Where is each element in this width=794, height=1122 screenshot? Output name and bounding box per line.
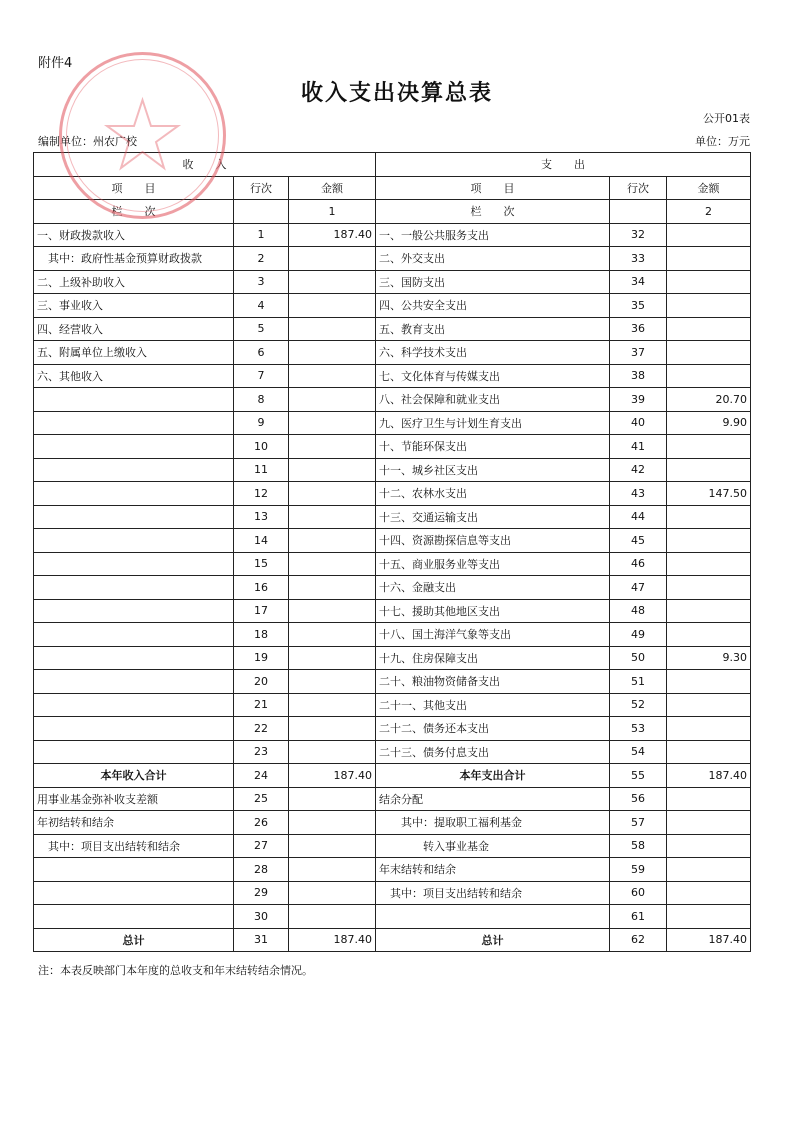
expense-line-cell: 60 [610, 881, 667, 905]
income-line-cell: 3 [234, 270, 289, 294]
income-item-cell: 一、财政拨款收入 [34, 223, 234, 247]
table-row [34, 670, 751, 694]
expense-line-cell: 47 [610, 576, 667, 600]
expense-column-number: 2 [667, 200, 751, 224]
expense-item-cell: 转入事业基金 [376, 834, 610, 858]
income-line-cell: 30 [234, 905, 289, 929]
expense-line-cell: 62 [610, 928, 667, 952]
expense-amount-cell [667, 693, 751, 717]
expense-line-cell: 43 [610, 482, 667, 506]
income-item-cell [34, 552, 234, 576]
income-amount-cell [289, 576, 376, 600]
income-line-cell: 4 [234, 294, 289, 318]
income-item-cell [34, 670, 234, 694]
expense-item-cell: 五、教育支出 [376, 317, 610, 341]
expense-item-cell: 十二、农林水支出 [376, 482, 610, 506]
income-amount-cell [289, 270, 376, 294]
income-amount-cell [289, 834, 376, 858]
expense-item-cell: 十九、住房保障支出 [376, 646, 610, 670]
table-row [34, 552, 751, 576]
income-item-cell [34, 505, 234, 529]
income-line-cell: 26 [234, 811, 289, 835]
section-header-row [34, 153, 751, 177]
table-row [34, 458, 751, 482]
income-amount-cell [289, 599, 376, 623]
expense-section-header: 支 出 [376, 153, 751, 177]
income-amount-cell [289, 787, 376, 811]
income-line-cell: 28 [234, 858, 289, 882]
table-row [34, 740, 751, 764]
empty-cell [610, 200, 667, 224]
expense-item-cell: 一、一般公共服务支出 [376, 223, 610, 247]
expense-line-cell: 54 [610, 740, 667, 764]
income-item-cell [34, 388, 234, 412]
expense-amount-cell [667, 717, 751, 741]
expense-line-cell: 58 [610, 834, 667, 858]
income-amount-cell: 187.40 [289, 764, 376, 788]
expense-amount-cell [667, 223, 751, 247]
income-amount-cell [289, 317, 376, 341]
income-amount-cell [289, 670, 376, 694]
expense-item-cell: 四、公共安全支出 [376, 294, 610, 318]
income-amount-cell [289, 646, 376, 670]
total-row [34, 928, 751, 952]
table-row [34, 576, 751, 600]
table-row [34, 693, 751, 717]
income-amount-cell [289, 811, 376, 835]
income-line-cell: 2 [234, 247, 289, 271]
income-item-cell [34, 576, 234, 600]
income-amount-cell [289, 552, 376, 576]
income-line-cell: 27 [234, 834, 289, 858]
income-amount-cell [289, 411, 376, 435]
expense-line-cell: 42 [610, 458, 667, 482]
income-line-cell: 16 [234, 576, 289, 600]
expense-item-cell: 十五、商业服务业等支出 [376, 552, 610, 576]
form-code: 公开01表 [703, 112, 750, 125]
column-number-row [34, 200, 751, 224]
income-line-cell: 5 [234, 317, 289, 341]
expense-amount-cell [667, 576, 751, 600]
income-amount-cell [289, 435, 376, 459]
expense-amount-cell [667, 341, 751, 365]
table-row [34, 834, 751, 858]
income-item-cell [34, 905, 234, 929]
income-item-cell [34, 646, 234, 670]
expense-item-cell: 二十、粮油物资储备支出 [376, 670, 610, 694]
income-line-cell: 15 [234, 552, 289, 576]
table-row [34, 247, 751, 271]
income-item-cell: 三、事业收入 [34, 294, 234, 318]
expense-amount-cell [667, 294, 751, 318]
expense-amount-header: 金额 [667, 176, 751, 200]
income-item-cell: 六、其他收入 [34, 364, 234, 388]
income-line-cell: 20 [234, 670, 289, 694]
expense-item-cell: 二十二、债务还本支出 [376, 717, 610, 741]
expense-line-cell: 36 [610, 317, 667, 341]
expense-line-cell: 44 [610, 505, 667, 529]
expense-item-cell: 二十三、债务付息支出 [376, 740, 610, 764]
expense-item-cell: 十三、交通运输支出 [376, 505, 610, 529]
income-item-cell [34, 740, 234, 764]
income-amount-header: 金额 [289, 176, 376, 200]
income-line-cell: 21 [234, 693, 289, 717]
expense-amount-cell [667, 905, 751, 929]
expense-line-cell: 61 [610, 905, 667, 929]
income-item-cell: 用事业基金弥补收支差额 [34, 787, 234, 811]
table-row [34, 270, 751, 294]
income-amount-cell [289, 623, 376, 647]
expense-line-cell: 40 [610, 411, 667, 435]
income-item-cell: 其中：项目支出结转和结余 [34, 834, 234, 858]
income-amount-cell: 187.40 [289, 928, 376, 952]
income-item-cell [34, 411, 234, 435]
income-column-number: 1 [289, 200, 376, 224]
expense-item-cell: 六、科学技术支出 [376, 341, 610, 365]
page-title: 收入支出决算总表 [300, 81, 493, 106]
column-header-row [34, 176, 751, 200]
expense-line-header: 行次 [610, 176, 667, 200]
income-line-cell: 12 [234, 482, 289, 506]
income-item-cell: 总计 [34, 928, 234, 952]
expense-line-cell: 48 [610, 599, 667, 623]
table-row [34, 858, 751, 882]
table-row [34, 482, 751, 506]
income-amount-cell [289, 905, 376, 929]
expense-item-header: 项 目 [376, 176, 610, 200]
table-row [34, 505, 751, 529]
expense-amount-cell [667, 740, 751, 764]
income-line-cell: 13 [234, 505, 289, 529]
income-line-cell: 9 [234, 411, 289, 435]
income-line-header: 行次 [234, 176, 289, 200]
expense-line-cell: 34 [610, 270, 667, 294]
income-item-cell: 四、经营收入 [34, 317, 234, 341]
income-item-cell: 其中：政府性基金预算财政拨款 [34, 247, 234, 271]
expense-line-cell: 52 [610, 693, 667, 717]
income-item-cell [34, 623, 234, 647]
income-amount-cell: 187.40 [289, 223, 376, 247]
income-line-cell: 23 [234, 740, 289, 764]
table-row [34, 623, 751, 647]
expense-amount-cell [667, 435, 751, 459]
income-amount-cell [289, 858, 376, 882]
income-item-cell [34, 599, 234, 623]
income-line-cell: 11 [234, 458, 289, 482]
income-amount-cell [289, 364, 376, 388]
income-amount-cell [289, 717, 376, 741]
income-line-cell: 17 [234, 599, 289, 623]
income-item-cell [34, 458, 234, 482]
income-item-cell [34, 881, 234, 905]
expense-item-cell [376, 905, 610, 929]
income-line-cell: 25 [234, 787, 289, 811]
income-item-cell: 年初结转和结余 [34, 811, 234, 835]
expense-item-cell: 年末结转和结余 [376, 858, 610, 882]
table-row [34, 599, 751, 623]
expense-item-cell: 十六、金融支出 [376, 576, 610, 600]
expense-line-cell: 33 [610, 247, 667, 271]
expense-line-cell: 49 [610, 623, 667, 647]
expense-line-cell: 38 [610, 364, 667, 388]
income-amount-cell [289, 505, 376, 529]
expense-line-cell: 41 [610, 435, 667, 459]
expense-amount-cell [667, 505, 751, 529]
expense-amount-cell [667, 670, 751, 694]
income-amount-cell [289, 341, 376, 365]
table-row [34, 388, 751, 412]
expense-amount-cell [667, 270, 751, 294]
table-row [34, 411, 751, 435]
income-amount-cell [289, 247, 376, 271]
income-item-cell: 二、上级补助收入 [34, 270, 234, 294]
income-line-cell: 24 [234, 764, 289, 788]
income-item-cell [34, 693, 234, 717]
expense-amount-cell: 147.50 [667, 482, 751, 506]
table-row [34, 881, 751, 905]
table-row [34, 811, 751, 835]
income-item-cell [34, 858, 234, 882]
table-row [34, 646, 751, 670]
expense-amount-cell: 187.40 [667, 928, 751, 952]
expense-amount-cell [667, 458, 751, 482]
income-line-cell: 10 [234, 435, 289, 459]
income-expense-table [33, 152, 751, 952]
table-row [34, 435, 751, 459]
expense-item-cell: 本年支出合计 [376, 764, 610, 788]
expense-item-cell: 其中：项目支出结转和结余 [376, 881, 610, 905]
expense-amount-cell [667, 317, 751, 341]
income-item-header: 项 目 [34, 176, 234, 200]
expense-amount-cell [667, 364, 751, 388]
attachment-label: 附件4 [38, 56, 73, 71]
expense-item-cell: 十四、资源勘探信息等支出 [376, 529, 610, 553]
income-item-cell: 本年收入合计 [34, 764, 234, 788]
expense-amount-cell: 9.30 [667, 646, 751, 670]
expense-item-cell: 十、节能环保支出 [376, 435, 610, 459]
table-row [34, 717, 751, 741]
unit-label: 单位：万元 [695, 135, 750, 148]
expense-item-cell: 其中：提取职工福利基金 [376, 811, 610, 835]
expense-item-cell: 结余分配 [376, 787, 610, 811]
expense-line-cell: 51 [610, 670, 667, 694]
income-line-cell: 31 [234, 928, 289, 952]
income-item-cell [34, 717, 234, 741]
income-line-cell: 6 [234, 341, 289, 365]
expense-item-cell: 二、外交支出 [376, 247, 610, 271]
expense-line-cell: 37 [610, 341, 667, 365]
expense-line-cell: 46 [610, 552, 667, 576]
income-amount-cell [289, 294, 376, 318]
income-item-cell [34, 529, 234, 553]
expense-item-cell: 九、医疗卫生与计划生育支出 [376, 411, 610, 435]
table-row [34, 529, 751, 553]
income-amount-cell [289, 388, 376, 412]
expense-amount-cell [667, 529, 751, 553]
expense-amount-cell: 20.70 [667, 388, 751, 412]
table-row [34, 787, 751, 811]
table-row [34, 223, 751, 247]
income-line-cell: 18 [234, 623, 289, 647]
table-row [34, 294, 751, 318]
expense-line-cell: 55 [610, 764, 667, 788]
expense-amount-cell [667, 787, 751, 811]
expense-item-cell: 十一、城乡社区支出 [376, 458, 610, 482]
income-amount-cell [289, 693, 376, 717]
expense-item-cell: 八、社会保障和就业支出 [376, 388, 610, 412]
income-line-cell: 29 [234, 881, 289, 905]
table-row [34, 317, 751, 341]
expense-amount-cell [667, 623, 751, 647]
expense-column-label: 栏 次 [376, 200, 610, 224]
expense-line-cell: 56 [610, 787, 667, 811]
income-section-header: 收 入 [34, 153, 376, 177]
expense-amount-cell [667, 881, 751, 905]
subtotal-row [34, 764, 751, 788]
expense-item-cell: 七、文化体育与传媒支出 [376, 364, 610, 388]
expense-amount-cell [667, 552, 751, 576]
expense-amount-cell: 9.90 [667, 411, 751, 435]
table-row [34, 364, 751, 388]
table-row [34, 341, 751, 365]
expense-amount-cell [667, 599, 751, 623]
expense-line-cell: 45 [610, 529, 667, 553]
expense-item-cell: 二十一、其他支出 [376, 693, 610, 717]
organization-label: 编制单位：州农广校 [38, 135, 137, 148]
expense-line-cell: 57 [610, 811, 667, 835]
expense-amount-cell [667, 834, 751, 858]
expense-item-cell: 三、国防支出 [376, 270, 610, 294]
income-line-cell: 19 [234, 646, 289, 670]
footnote: 注：本表反映部门本年度的总收支和年末结转结余情况。 [38, 964, 313, 977]
expense-amount-cell [667, 247, 751, 271]
income-line-cell: 7 [234, 364, 289, 388]
expense-line-cell: 39 [610, 388, 667, 412]
table-row [34, 905, 751, 929]
income-item-cell [34, 435, 234, 459]
expense-item-cell: 总计 [376, 928, 610, 952]
expense-line-cell: 32 [610, 223, 667, 247]
expense-line-cell: 50 [610, 646, 667, 670]
income-column-label: 栏 次 [34, 200, 234, 224]
expense-amount-cell [667, 811, 751, 835]
income-line-cell: 1 [234, 223, 289, 247]
income-item-cell [34, 482, 234, 506]
expense-amount-cell [667, 858, 751, 882]
income-item-cell: 五、附属单位上缴收入 [34, 341, 234, 365]
income-amount-cell [289, 881, 376, 905]
income-line-cell: 22 [234, 717, 289, 741]
income-amount-cell [289, 740, 376, 764]
expense-item-cell: 十八、国土海洋气象等支出 [376, 623, 610, 647]
expense-item-cell: 十七、援助其他地区支出 [376, 599, 610, 623]
expense-line-cell: 59 [610, 858, 667, 882]
income-amount-cell [289, 529, 376, 553]
expense-line-cell: 35 [610, 294, 667, 318]
income-amount-cell [289, 458, 376, 482]
income-line-cell: 14 [234, 529, 289, 553]
income-amount-cell [289, 482, 376, 506]
expense-line-cell: 53 [610, 717, 667, 741]
expense-amount-cell: 187.40 [667, 764, 751, 788]
empty-cell [234, 200, 289, 224]
income-line-cell: 8 [234, 388, 289, 412]
